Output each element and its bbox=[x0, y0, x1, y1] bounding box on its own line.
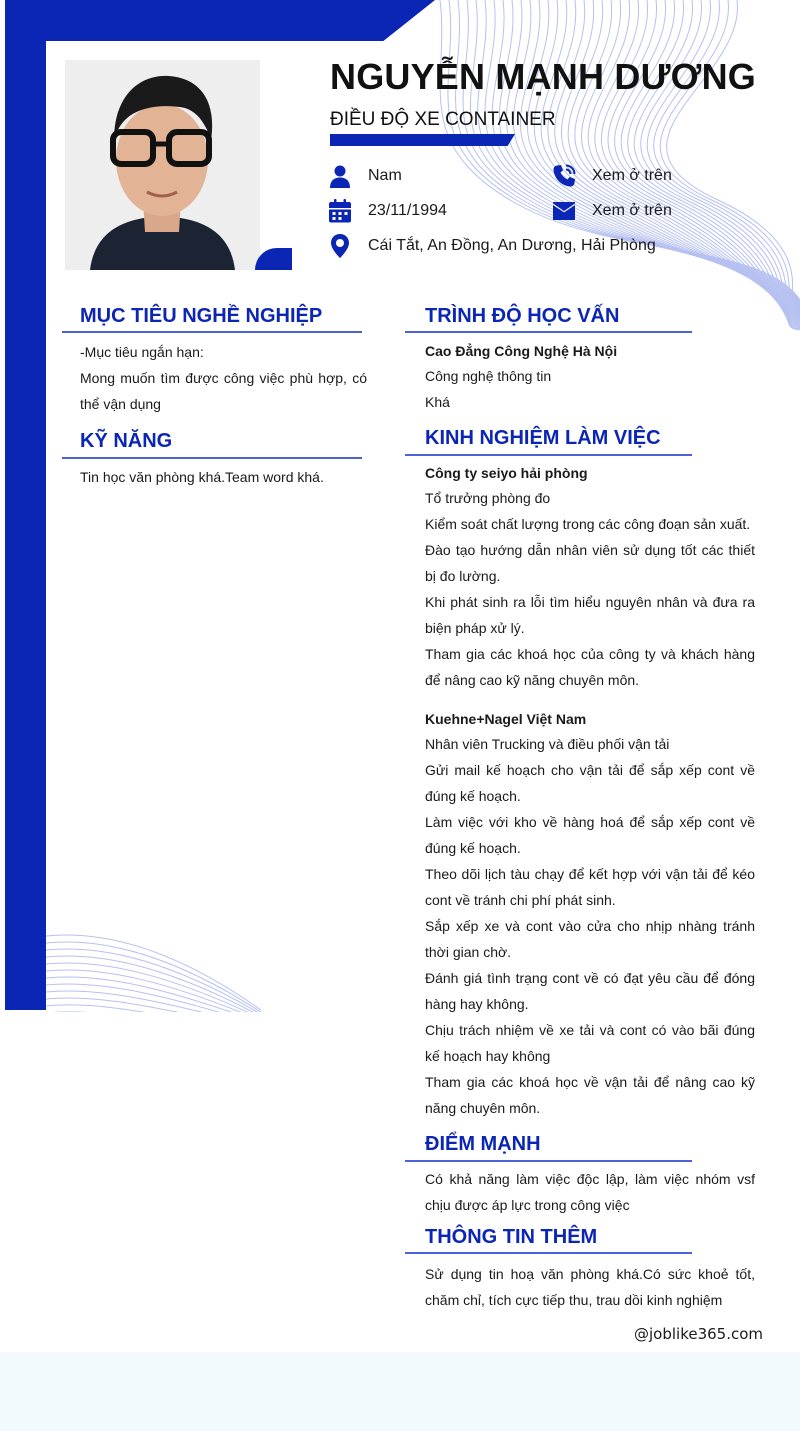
left-accent-bar bbox=[5, 0, 46, 1010]
bottom-strip bbox=[0, 1352, 800, 1431]
education-major: Công nghệ thông tin bbox=[425, 368, 552, 384]
job-2-duty: Sắp xếp xe và cont vào cửa cho nhịp nhàng tránh thời gian chờ. bbox=[425, 918, 755, 960]
wave-line bbox=[588, 0, 800, 319]
strengths-rule bbox=[405, 1160, 692, 1162]
calendar-icon bbox=[328, 199, 352, 223]
title-underline bbox=[330, 134, 515, 146]
job-2-position: Nhân viên Trucking và điều phối vận tải bbox=[425, 736, 670, 752]
job-1-duty: Khi phát sinh ra lỗi tìm hiểu nguyên nhân và đưa ra biện pháp xử lý. bbox=[425, 594, 755, 636]
wave-line bbox=[492, 0, 800, 306]
job-title: ĐIỀU ĐỘ XE CONTAINER bbox=[330, 109, 556, 130]
education-school: Cao Đẳng Công Nghệ Hà Nội bbox=[425, 343, 618, 359]
envelope-icon bbox=[552, 199, 576, 223]
birthdate-row bbox=[328, 199, 447, 223]
job-2-duty: Chịu trách nhiệm về xe tải và cont có vào bãi đúng kế hoạch hay không bbox=[425, 1022, 755, 1064]
wave-line bbox=[46, 935, 261, 1010]
skills-text: Tin học văn phòng khá.Team word khá. bbox=[80, 469, 324, 485]
profile-photo bbox=[65, 60, 260, 270]
email-value: Xem ở trên bbox=[592, 202, 672, 219]
watermark: @joblike365.com bbox=[634, 1325, 764, 1343]
job-2-duty: Tham gia các khoá học về vận tải để nâng cao kỹ năng chuyên môn. bbox=[425, 1074, 755, 1116]
job-2-duty: Theo dõi lịch tàu chạy để kết hợp với vận tải để kéo cont về tránh chi phí phát sinh. bbox=[425, 866, 755, 908]
wave-line bbox=[628, 0, 800, 324]
candidate-name: NGUYỄN MẠNH DƯƠNG bbox=[330, 56, 756, 97]
wave-line bbox=[485, 0, 800, 305]
education-grade: Khá bbox=[425, 394, 450, 410]
wave-line bbox=[499, 0, 800, 307]
job-2-duty: Làm việc với kho về hàng hoá để sắp xếp cont về đúng kế hoạch. bbox=[425, 814, 755, 856]
job-2-company: Kuehne+Nagel Việt Nam bbox=[425, 711, 587, 727]
experience-heading: KINH NGHIỆM LÀM VIỆC bbox=[425, 427, 661, 449]
address-row bbox=[328, 234, 656, 258]
gender-row bbox=[328, 164, 402, 188]
wave-line bbox=[608, 0, 800, 322]
skills-rule bbox=[62, 457, 362, 459]
phone-icon bbox=[552, 164, 576, 188]
objective-heading: MỤC TIÊU NGHỀ NGHIỆP bbox=[80, 305, 323, 327]
job-2-duty: Đánh giá tình trạng cont về có đạt yêu cầu để đóng hàng hay không. bbox=[425, 970, 755, 1012]
wave-line bbox=[601, 0, 800, 321]
objective-line-2: Mong muốn tìm được công việc phù hợp, có thể vận dụng bbox=[80, 370, 367, 412]
person-icon bbox=[328, 164, 352, 188]
wave-line bbox=[478, 0, 800, 305]
strengths-heading: ĐIỂM MẠNH bbox=[425, 1133, 541, 1155]
wave-line bbox=[634, 0, 800, 325]
address-value: Cái Tắt, An Đồng, An Dương, Hải Phòng bbox=[368, 237, 656, 254]
birthdate-value: 23/11/1994 bbox=[368, 202, 447, 219]
wave-line bbox=[654, 0, 800, 328]
strengths-text: Có khả năng làm việc độc lập, làm việc nhóm vsf chịu được áp lực trong công việc bbox=[425, 1171, 755, 1213]
location-pin-icon bbox=[328, 234, 352, 258]
phone-value: Xem ở trên bbox=[592, 167, 672, 184]
job-2-duty: Gửi mail kế hoạch cho vận tải để sắp xếp cont về đúng kế hoạch. bbox=[425, 762, 755, 804]
job-1-duty: Kiểm soát chất lượng trong các công đoạn sản xuất. bbox=[425, 516, 751, 532]
job-1-duty: Đào tạo hướng dẫn nhân viên sử dụng tốt các thiết bị đo lường. bbox=[425, 542, 755, 584]
additional-heading: THÔNG TIN THÊM bbox=[425, 1226, 598, 1248]
job-1-position: Tổ trưởng phòng đo bbox=[425, 490, 551, 506]
phone-row bbox=[552, 164, 672, 188]
objective-line-1: -Mục tiêu ngắn hạn: bbox=[80, 344, 204, 360]
wave-line bbox=[568, 0, 800, 316]
wave-line bbox=[46, 949, 261, 1012]
wave-line bbox=[46, 991, 261, 1012]
wave-line bbox=[555, 0, 800, 314]
wave-line bbox=[506, 0, 800, 308]
skills-heading: KỸ NĂNG bbox=[80, 430, 173, 452]
job-1-duty: Tham gia các khoá học của công ty và khách hàng để nâng cao kỹ năng chuyên môn. bbox=[425, 646, 755, 688]
top-accent-bar bbox=[5, 0, 435, 41]
wave-decoration-bottom bbox=[46, 930, 261, 1012]
education-rule bbox=[405, 331, 692, 333]
wave-line bbox=[667, 0, 800, 330]
objective-rule bbox=[62, 331, 362, 333]
gender-value: Nam bbox=[368, 167, 402, 184]
wave-line bbox=[561, 0, 800, 315]
additional-text: Sử dụng tin hoạ văn phòng khá.Có sức khoẻ tốt, chăm chỉ, tích cực tiếp thu, trau dồi kinh nghiệm bbox=[425, 1266, 755, 1308]
experience-rule bbox=[405, 454, 692, 456]
photo-accent bbox=[255, 248, 292, 270]
email-row bbox=[552, 199, 672, 223]
education-heading: TRÌNH ĐỘ HỌC VẤN bbox=[425, 305, 620, 327]
additional-rule bbox=[405, 1252, 692, 1254]
job-1-company: Công ty seiyo hải phòng bbox=[425, 465, 588, 481]
